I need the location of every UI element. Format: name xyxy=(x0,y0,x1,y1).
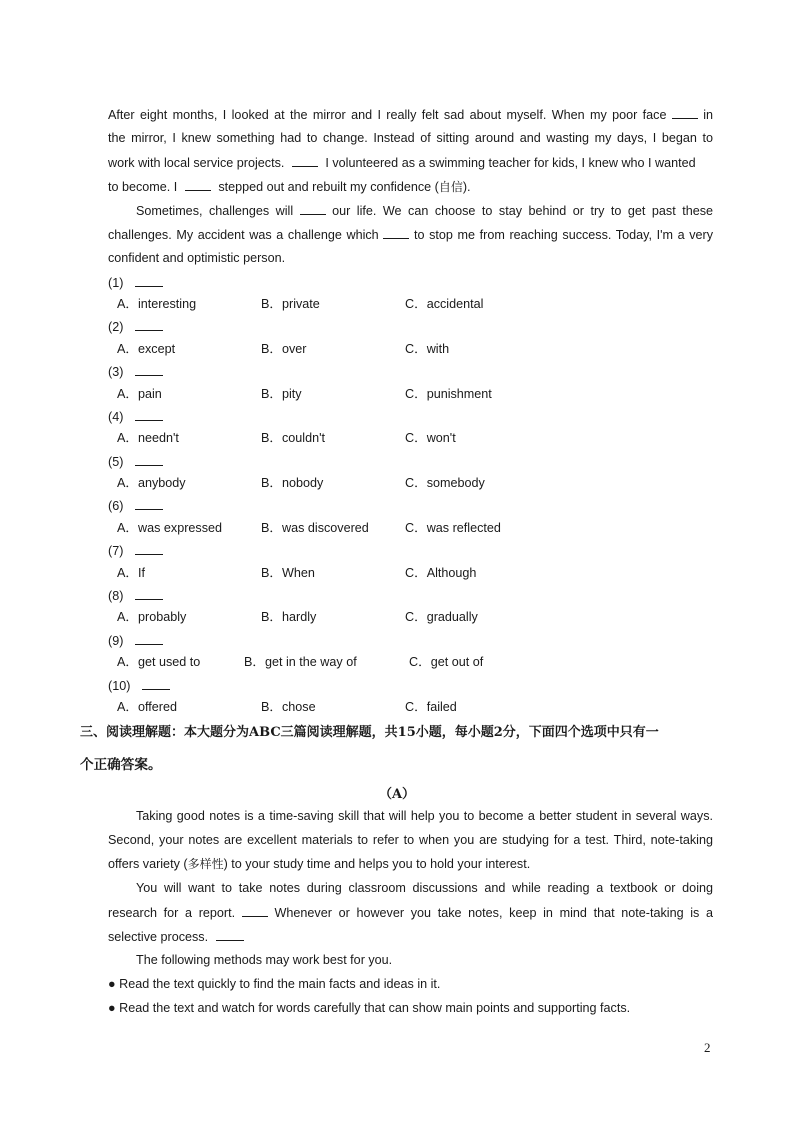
text: ● Read the text and watch for words carefully that can show main points and supporting facts. xyxy=(108,1001,631,1015)
page-number: 2 xyxy=(704,1040,711,1055)
text: ● Read the text quickly to find the main facts and ideas in it. xyxy=(108,977,441,991)
option-a[interactable]: A．was expressed xyxy=(117,521,222,535)
option-b[interactable]: B．over xyxy=(261,342,307,356)
text: I volunteered as a swimming teacher for kids, I knew who I wanted xyxy=(325,156,696,170)
answer-blank xyxy=(383,226,409,239)
text: Second, your notes are excellent materials to refer to when you are studying for a test. Third, note-taking xyxy=(108,833,713,847)
passage-line-3 xyxy=(108,154,713,171)
option-c[interactable]: C．get out of xyxy=(409,655,484,669)
passage2-line-3 xyxy=(108,856,713,872)
passage-title: （A） xyxy=(378,787,416,802)
answer-blank xyxy=(135,587,163,600)
text: You will want to take notes during classroom discussions and while reading a textbook or doing xyxy=(136,881,713,895)
option-b[interactable]: B．pity xyxy=(261,387,302,401)
option-c[interactable]: C．was reflected xyxy=(405,521,501,535)
text: selective process. xyxy=(108,930,209,944)
text: in xyxy=(703,108,713,122)
question-number: (6) xyxy=(108,497,163,514)
bullet-item xyxy=(108,976,713,992)
passage-line-2 xyxy=(108,130,713,146)
option-c[interactable]: C．failed xyxy=(405,700,457,714)
option-c[interactable]: C．accidental xyxy=(405,297,484,311)
answer-blank xyxy=(135,274,163,287)
text: Taking good notes is a time-saving skill that will help you to become a better student in several ways. xyxy=(136,809,713,823)
option-a[interactable]: A．interesting xyxy=(117,297,197,311)
passage2-line-6 xyxy=(108,928,713,945)
option-a[interactable]: A．anybody xyxy=(117,476,186,490)
question-number: (8) xyxy=(108,587,163,604)
option-c[interactable]: C．Although xyxy=(405,566,477,580)
option-a[interactable]: A．If xyxy=(117,566,145,580)
answer-blank xyxy=(135,542,163,555)
option-c[interactable]: C．with xyxy=(405,342,450,356)
option-a[interactable]: A．get used to xyxy=(117,655,201,669)
option-a[interactable]: A．pain xyxy=(117,387,162,401)
answer-blank xyxy=(135,408,163,421)
answer-blank xyxy=(135,363,163,376)
text: research for a report. xyxy=(108,906,236,920)
answer-blank xyxy=(216,928,244,941)
text: Whenever or however you take notes, keep in mind that note-taking is a xyxy=(274,906,714,920)
question-number: (1) xyxy=(108,274,163,291)
passage2-line-2 xyxy=(108,832,713,848)
option-c[interactable]: C．gradually xyxy=(405,610,478,624)
option-b[interactable]: B．get in the way of xyxy=(244,655,357,669)
answer-blank xyxy=(135,318,163,331)
option-a[interactable]: A．probably xyxy=(117,610,187,624)
option-b[interactable]: B．was discovered xyxy=(261,521,369,535)
passage-line-6 xyxy=(108,226,713,243)
question-number: (4) xyxy=(108,408,163,425)
option-c[interactable]: C．won't xyxy=(405,431,456,445)
answer-blank xyxy=(135,497,163,510)
option-a[interactable]: A．except xyxy=(117,342,176,356)
option-b[interactable]: B．When xyxy=(261,566,315,580)
passage2-line-7 xyxy=(136,952,741,968)
question-number: (3) xyxy=(108,363,163,380)
option-a[interactable]: A．needn't xyxy=(117,431,179,445)
answer-blank xyxy=(300,202,326,215)
passage-line-7 xyxy=(108,250,713,266)
passage-line-5 xyxy=(136,202,713,219)
passage2-line-5 xyxy=(108,904,713,921)
text: work with local service projects. xyxy=(108,156,285,170)
text: offers variety ( xyxy=(108,857,188,871)
question-number: (2) xyxy=(108,318,163,335)
answer-blank xyxy=(135,453,163,466)
passage2-line-1 xyxy=(136,808,713,824)
answer-blank xyxy=(135,632,163,645)
answer-blank xyxy=(672,106,698,119)
option-b[interactable]: B．private xyxy=(261,297,320,311)
question-number: (10) xyxy=(108,677,170,694)
chinese-gloss: 多样性 xyxy=(187,857,224,871)
answer-blank xyxy=(142,677,170,690)
text: ) to your study time and helps you to hold your interest. xyxy=(223,857,531,871)
text: After eight months, I looked at the mirror and I really felt sad about myself. When my poor face xyxy=(108,108,667,122)
passage-line-4 xyxy=(108,178,713,195)
answer-blank xyxy=(185,178,211,191)
answer-blank xyxy=(242,904,268,917)
text: stepped out and rebuilt my confidence ( xyxy=(218,180,439,194)
passage-line-1 xyxy=(108,106,713,123)
question-number: (7) xyxy=(108,542,163,559)
question-number: (9) xyxy=(108,632,163,649)
text: the mirror, I knew something had to change. Instead of sitting around and wasting my days, I began to xyxy=(108,131,713,145)
answer-blank xyxy=(292,154,318,167)
option-b[interactable]: B．chose xyxy=(261,700,316,714)
option-b[interactable]: B．nobody xyxy=(261,476,324,490)
text: our life. We can choose to stay behind or try to get past these xyxy=(332,204,714,218)
passage2-line-4 xyxy=(136,880,713,896)
option-b[interactable]: B．hardly xyxy=(261,610,317,624)
section-heading-cont: 个正确答案。 xyxy=(80,757,162,773)
text: challenges. My accident was a challenge which xyxy=(108,228,379,242)
text: to stop me from reaching success. Today, I'm a very xyxy=(413,228,714,242)
chinese-gloss: 自信 xyxy=(438,180,463,194)
option-b[interactable]: B．couldn't xyxy=(261,431,326,445)
text: The following methods may work best for you. xyxy=(136,953,393,967)
text: to become. I xyxy=(108,180,178,194)
option-a[interactable]: A．offered xyxy=(117,700,177,714)
option-c[interactable]: C．punishment xyxy=(405,387,492,401)
text: confident and optimistic person. xyxy=(108,251,286,265)
option-c[interactable]: C．somebody xyxy=(405,476,485,490)
text: ). xyxy=(462,180,471,194)
section-heading: 三、阅读理解题：本大题分为ABC三篇阅读理解题，共15小题，每小题2分，下面四个选项中只有一 xyxy=(80,725,659,740)
question-number: (5) xyxy=(108,453,163,470)
text: Sometimes, challenges will xyxy=(136,204,294,218)
bullet-item xyxy=(108,1000,713,1016)
